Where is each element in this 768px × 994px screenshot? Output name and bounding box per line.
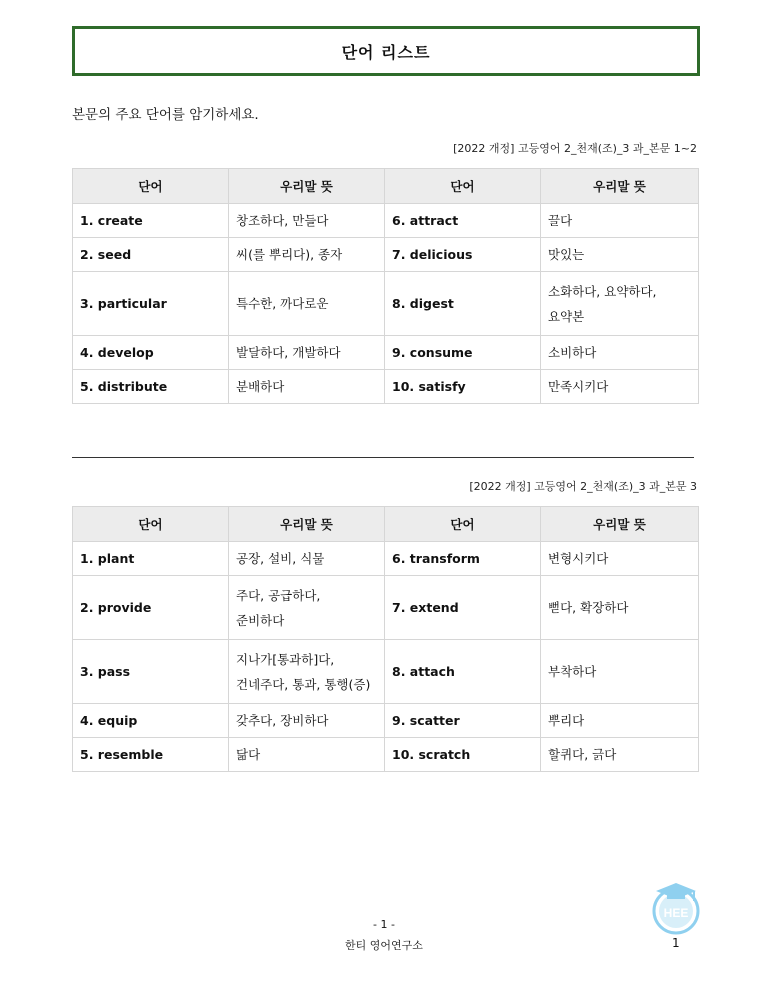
page-number: 1	[672, 936, 680, 950]
meaning-cell: 씨(를 뿌리다), 종자	[229, 238, 385, 272]
meaning-cell: 창조하다, 만들다	[229, 204, 385, 238]
meaning-cell: 발달하다, 개발하다	[229, 336, 385, 370]
table-row	[73, 542, 699, 576]
header-word: 단어	[385, 507, 541, 542]
header-meaning: 우리말 뜻	[541, 507, 699, 542]
word-cell: 1. plant	[73, 542, 229, 576]
word-cell: 3. pass	[73, 640, 229, 704]
word-cell: 8. digest	[385, 272, 541, 336]
header-meaning: 우리말 뜻	[541, 169, 699, 204]
meaning-cell: 변형시키다	[541, 542, 699, 576]
meaning-cell: 닮다	[229, 738, 385, 772]
meaning-cell: 할퀴다, 긁다	[541, 738, 699, 772]
source-label: [2022 개정] 고등영어 2_천재(조)_3 과_본문 3	[469, 480, 697, 493]
meaning-cell: 뿌리다	[541, 704, 699, 738]
header-word: 단어	[385, 169, 541, 204]
header-meaning: 우리말 뜻	[229, 169, 385, 204]
meaning-cell: 뻗다, 확장하다	[541, 576, 699, 640]
meaning-cell: 갖추다, 장비하다	[229, 704, 385, 738]
table-row	[73, 738, 699, 772]
word-cell: 7. delicious	[385, 238, 541, 272]
source-label: [2022 개정] 고등영어 2_천재(조)_3 과_본문 1~2	[453, 142, 697, 155]
word-cell: 2. provide	[73, 576, 229, 640]
title-box	[72, 26, 700, 76]
section-divider	[72, 457, 694, 458]
word-table	[72, 506, 699, 772]
word-cell: 9. scatter	[385, 704, 541, 738]
word-cell: 3. particular	[73, 272, 229, 336]
meaning-line: 주다, 공급하다,	[236, 587, 321, 603]
word-cell: 7. extend	[385, 576, 541, 640]
meaning-line: 소화하다, 요약하다,	[548, 283, 657, 299]
page-title: 단어 리스트	[341, 42, 431, 62]
table-row	[73, 370, 699, 404]
word-cell: 5. distribute	[73, 370, 229, 404]
footer-org: 한티 영어연구소	[345, 939, 423, 952]
word-cell: 9. consume	[385, 336, 541, 370]
meaning-cell: 부착하다	[541, 640, 699, 704]
table-row	[73, 640, 699, 704]
meaning-cell	[541, 272, 699, 336]
meaning-line: 준비하다	[236, 612, 285, 628]
word-cell: 4. equip	[73, 704, 229, 738]
logo-text: HEE	[663, 906, 689, 920]
table-row	[73, 272, 699, 336]
word-cell: 8. attach	[385, 640, 541, 704]
meaning-line: 요약본	[548, 308, 585, 324]
meaning-line: 건네주다, 통과, 통행(증)	[236, 676, 371, 692]
table-row	[73, 204, 699, 238]
word-cell: 1. create	[73, 204, 229, 238]
meaning-line: 지나가[통과하]다,	[236, 651, 335, 667]
word-table	[72, 168, 699, 404]
table-header-row	[73, 169, 699, 204]
table-header-row	[73, 507, 699, 542]
meaning-cell	[229, 640, 385, 704]
meaning-cell: 소비하다	[541, 336, 699, 370]
meaning-cell: 맛있는	[541, 238, 699, 272]
meaning-cell: 특수한, 까다로운	[229, 272, 385, 336]
word-cell: 6. transform	[385, 542, 541, 576]
table-row	[73, 576, 699, 640]
meaning-cell: 끌다	[541, 204, 699, 238]
word-cell: 10. scratch	[385, 738, 541, 772]
meaning-cell: 공장, 설비, 식물	[229, 542, 385, 576]
table-row	[73, 336, 699, 370]
header-word: 단어	[73, 169, 229, 204]
meaning-cell: 분배하다	[229, 370, 385, 404]
header-meaning: 우리말 뜻	[229, 507, 385, 542]
table-row	[73, 704, 699, 738]
word-cell: 6. attract	[385, 204, 541, 238]
table-row	[73, 238, 699, 272]
meaning-cell: 만족시키다	[541, 370, 699, 404]
word-cell: 4. develop	[73, 336, 229, 370]
meaning-cell	[229, 576, 385, 640]
page-marker: - 1 -	[373, 918, 395, 931]
header-word: 단어	[73, 507, 229, 542]
word-cell: 2. seed	[73, 238, 229, 272]
word-cell: 5. resemble	[73, 738, 229, 772]
word-cell: 10. satisfy	[385, 370, 541, 404]
instruction-text: 본문의 주요 단어를 암기하세요.	[72, 107, 259, 123]
